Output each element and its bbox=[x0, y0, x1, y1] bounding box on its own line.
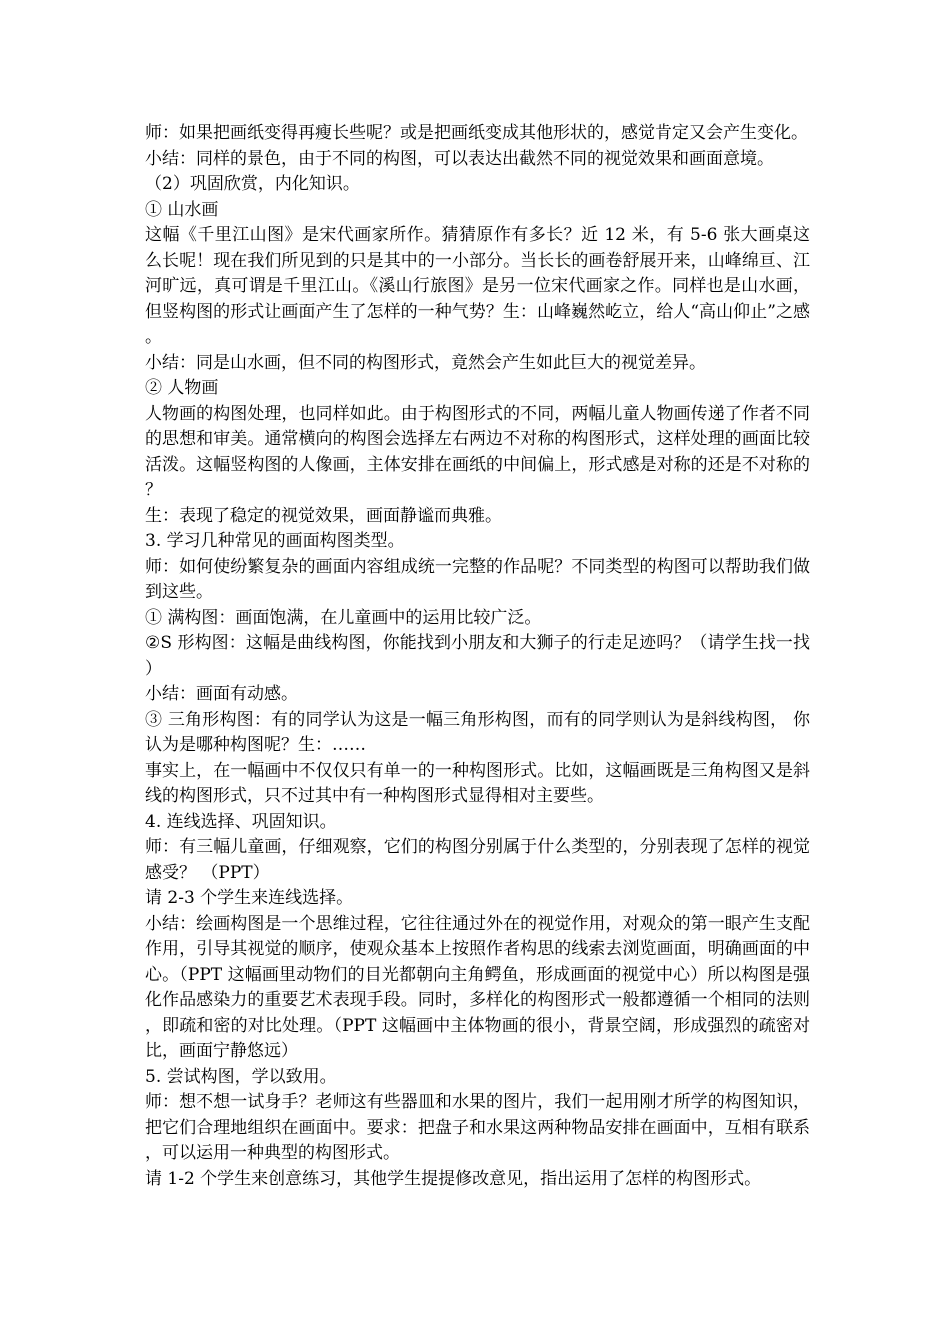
paragraph: 小结：同样的景色，由于不同的构图，可以表达出截然不同的视觉效果和画面意境。 bbox=[145, 148, 774, 169]
paragraph: 请 1-2 个学生来创意练习，其他学生提提修改意见，指出运用了怎样的构图形式。 bbox=[145, 1168, 762, 1189]
paragraph: 小结：绘画构图是一个思维过程，它往往通过外在的视觉作用，对观众的第一眼产生支配作用，引导其视觉的顺序，使观众基本上按照作者构思的线索去浏览画面，明确画面的中心。（PPT 这幅画里动物们的目光都朝向主角鳄鱼，形成画面的视觉中心）所以构图是强化作品感染力的重要艺术表现手段。同时，多样化的构图形式一般都遵循一个相同的法则，即疏和密的对比处理。（PPT 这幅画中主体物画的很小，背景空阔，形成强烈的疏密对比，画面宁静悠远） bbox=[145, 913, 810, 1061]
document-page bbox=[145, 121, 810, 1192]
paragraph: 请 2-3 个学生来连线选择。 bbox=[145, 888, 354, 908]
section-heading: 3. 学习几种常见的画面构图类型。 bbox=[145, 531, 405, 551]
paragraph: 人物画的构图处理，也同样如此。由于构图形式的不同，两幅儿童人物画传递了作者不同的思想和审美。通常横向的构图会选择左右两边不对称的构图形式，这样处理的画面比较活泼。这幅竖构图的人像画，主体安排在画纸的中间偏上，形式感是对称的还是不对称的？ bbox=[145, 403, 810, 500]
paragraph: ③ 三角形构图：有的同学认为这是一幅三角形构图，而有的同学则认为是斜线构图， 你认为是哪种构图呢？生：…… bbox=[145, 709, 810, 755]
section-heading: （2）巩固欣赏，内化知识。 bbox=[145, 174, 360, 194]
section-heading: 5. 尝试构图，学以致用。 bbox=[145, 1066, 337, 1087]
paragraph: 事实上，在一幅画中不仅仅只有单一的一种构图形式。比如，这幅画既是三角构图又是斜线的构图形式，只不过其中有一种构图形式显得相对主要些。 bbox=[145, 760, 810, 806]
paragraph: 这幅《千里江山图》是宋代画家所作。猜猜原作有多长？近 12 米，有 5-6 张大画桌这么长呢！现在我们所见到的只是其中的一小部分。当长长的画卷舒展开来，山峰绵亘、江河旷远，真可谓是千里江山。《溪山行旅图》是另一位宋代画家之作。同样也是山水画，但竖构图的形式让画面产生了怎样的一种气势？生：山峰巍然屹立，给人“高山仰止”之感。 bbox=[145, 225, 810, 347]
section-heading: 4. 连线选择、巩固知识。 bbox=[145, 811, 337, 832]
paragraph: ②S 形构图：这幅是曲线构图，你能找到小朋友和大狮子的行走足迹吗？（请学生找一找） bbox=[145, 633, 810, 679]
paragraph: 小结：同是山水画，但不同的构图形式，竟然会产生如此巨大的视觉差异。 bbox=[145, 352, 706, 373]
paragraph: 师：如何使纷繁复杂的画面内容组成统一完整的作品呢？不同类型的构图可以帮助我们做到这些。 bbox=[145, 556, 810, 602]
paragraph: 生：表现了稳定的视觉效果，画面静谧而典雅。 bbox=[145, 505, 502, 526]
paragraph: 师：有三幅儿童画，仔细观察，它们的构图分别属于什么类型的，分别表现了怎样的视觉感受？ （PPT） bbox=[145, 837, 810, 883]
subsection-heading: ② 人物画 bbox=[145, 378, 219, 398]
paragraph: ① 满构图：画面饱满，在儿童画中的运用比较广泛。 bbox=[145, 607, 542, 628]
paragraph: 师：想不想一试身手？老师这有些器皿和水果的图片，我们一起用刚才所学的构图知识，把它们合理地组织在画面中。要求：把盘子和水果这两种物品安排在画面中，互相有联系，可以运用一种典型的构图形式。 bbox=[145, 1092, 810, 1163]
paragraph: 小结：画面有动感。 bbox=[145, 684, 298, 704]
paragraph: 师：如果把画纸变得再瘦长些呢？或是把画纸变成其他形状的，感觉肯定又会产生变化。 bbox=[145, 123, 808, 143]
subsection-heading: ① 山水画 bbox=[145, 199, 219, 220]
